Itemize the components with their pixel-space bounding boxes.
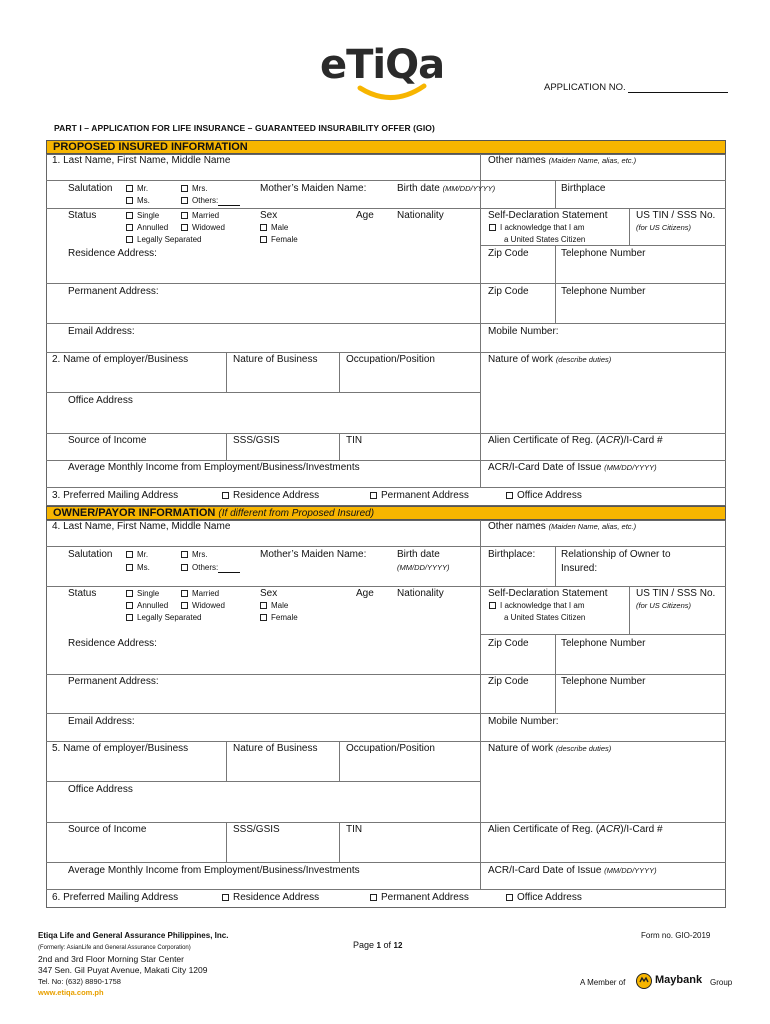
mail-residence-checkbox[interactable] (222, 492, 229, 499)
owner-legally-separated-checkbox[interactable] (126, 614, 133, 621)
company-name: Etiqa Life and General Assurance Philippines, Inc. (38, 931, 229, 940)
owner-telephone-label: Telephone Number (561, 638, 646, 649)
us-tin-hint: (for US Citizens) (636, 223, 692, 232)
owner-female-option[interactable]: Female (260, 613, 298, 623)
owner-sex-label: Sex (260, 588, 278, 599)
mail-office-checkbox[interactable] (506, 492, 513, 499)
tin-label: TIN (346, 435, 363, 446)
us-citizen-ack-line2: a United States Citizen (504, 235, 586, 244)
residence-address-label: Residence Address: (68, 248, 157, 259)
nature-work-label: Nature of work (describe duties) (488, 354, 612, 365)
salutation-label: Salutation (68, 183, 113, 194)
owner-widowed-option[interactable]: Widowed (181, 601, 225, 611)
owner-alien-cert-label: Alien Certificate of Reg. (ACR)/I-Card # (488, 824, 663, 835)
owner-single-checkbox[interactable] (126, 590, 133, 597)
zip-code-label-2: Zip Code (488, 286, 529, 297)
owner-mothers-maiden-label: Mother’s Maiden Name: (260, 549, 367, 560)
single-checkbox[interactable] (126, 212, 133, 219)
ms-option[interactable]: Ms. (126, 196, 150, 206)
owner-sss-label: SSS/GSIS (233, 824, 280, 835)
owner-others-option[interactable]: Others: (181, 563, 240, 573)
owner-mr-option[interactable]: Mr. (126, 550, 148, 560)
owner-section-header: OWNER/PAYOR INFORMATION (If different from Proposed Insured) (46, 506, 726, 520)
other-names-label: Other names (Maiden Name, alias, etc.) (488, 155, 637, 166)
owner-source-income-label: Source of Income (68, 824, 147, 835)
owner-birthplace-label: Birthplace: (488, 549, 536, 560)
permanent-address-label: Permanent Address: (68, 286, 159, 297)
insured-frame (46, 154, 726, 506)
ms-checkbox[interactable] (126, 197, 133, 204)
maybank-tiger-icon (636, 973, 652, 989)
nature-business-label: Nature of Business (233, 354, 318, 365)
owner-mail-permanent-option[interactable]: Permanent Address (370, 892, 469, 904)
birthplace-label: Birthplace (561, 183, 606, 194)
female-option[interactable]: Female (260, 235, 298, 245)
acr-date-label: ACR/I-Card Date of Issue (MM/DD/YYYY) (488, 462, 657, 473)
owner-telephone-label-2: Telephone Number (561, 676, 646, 687)
mail-permanent-checkbox[interactable] (370, 492, 377, 499)
owner-status-label: Status (68, 588, 97, 599)
application-no: APPLICATION NO. (544, 82, 728, 93)
owner-female-checkbox[interactable] (260, 614, 267, 621)
source-income-label: Source of Income (68, 435, 147, 446)
us-citizen-ack[interactable]: I acknowledge that I am (489, 223, 585, 233)
relationship-label-2: Insured: (561, 563, 598, 574)
owner-tin-label: TIN (346, 824, 363, 835)
legally-separated-option[interactable]: Legally Separated (126, 235, 202, 245)
zip-code-label: Zip Code (488, 248, 529, 259)
owner-mail-office-option[interactable]: Office Address (506, 892, 582, 904)
maybank-logo: Maybank (636, 972, 708, 990)
owner-mail-residence-option[interactable]: Residence Address (222, 892, 319, 904)
nationality-label: Nationality (397, 210, 444, 221)
self-declaration-label: Self-Declaration Statement (488, 210, 608, 221)
email-label: Email Address: (68, 326, 135, 337)
owner-permanent-label: Permanent Address: (68, 676, 159, 687)
q3-mailing-label: 3. Preferred Mailing Address (52, 490, 179, 501)
telephone-number: Tel. No: (632) 8890-1758 (38, 977, 121, 986)
owner-mr-checkbox[interactable] (126, 551, 133, 558)
owner-married-option[interactable]: Married (181, 589, 219, 599)
married-checkbox[interactable] (181, 212, 188, 219)
legally-separated-checkbox[interactable] (126, 236, 133, 243)
female-checkbox[interactable] (260, 236, 267, 243)
owner-others-checkbox[interactable] (181, 564, 188, 571)
male-checkbox[interactable] (260, 224, 267, 231)
owner-zip-label: Zip Code (488, 638, 529, 649)
owner-frame (46, 520, 726, 908)
owner-annulled-option[interactable]: Annulled (126, 601, 168, 611)
owner-us-tin-hint: (for US Citizens) (636, 601, 692, 610)
owner-salutation-label: Salutation (68, 549, 113, 560)
q4-name-label: 4. Last Name, First Name, Middle Name (52, 521, 231, 532)
telephone-label: Telephone Number (561, 248, 646, 259)
company-formerly: (Formerly: AsianLife and General Assurance Corporation) (38, 945, 191, 951)
mr-checkbox[interactable] (126, 185, 133, 192)
mothers-maiden-label: Mother’s Maiden Name: (260, 183, 367, 194)
owner-birth-date-label: Birth date (397, 549, 440, 560)
owner-single-option[interactable]: Single (126, 589, 159, 599)
sex-label: Sex (260, 210, 278, 221)
owner-annulled-checkbox[interactable] (126, 602, 133, 609)
insured-section-header: PROPOSED INSURED INFORMATION (46, 140, 726, 154)
owner-other-names-label: Other names (Maiden Name, alias, etc.) (488, 521, 637, 532)
owner-married-checkbox[interactable] (181, 590, 188, 597)
owner-mrs-checkbox[interactable] (181, 551, 188, 558)
age-label: Age (356, 210, 374, 221)
q1-name-label: 1. Last Name, First Name, Middle Name (52, 155, 231, 166)
mrs-checkbox[interactable] (181, 185, 188, 192)
sss-gsis-label: SSS/GSIS (233, 435, 280, 446)
member-of-label: A Member of (580, 978, 626, 987)
owner-zip-label-2: Zip Code (488, 676, 529, 687)
owner-birth-date-hint: (MM/DD/YYYY) (397, 563, 450, 572)
owner-mail-office-checkbox[interactable] (506, 894, 513, 901)
status-label: Status (68, 210, 97, 221)
occupation-label: Occupation/Position (346, 354, 435, 365)
widowed-checkbox[interactable] (181, 224, 188, 231)
owner-self-declaration-label: Self-Declaration Statement (488, 588, 608, 599)
office-address-label: Office Address (68, 395, 133, 406)
owner-acr-date-label: ACR/I-Card Date of Issue (MM/DD/YYYY) (488, 865, 657, 876)
widowed-option[interactable]: Widowed (181, 223, 225, 233)
mobile-label: Mobile Number: (488, 326, 559, 337)
single-option[interactable]: Single (126, 211, 159, 221)
owner-avg-income-label: Average Monthly Income from Employment/Business/Investments (68, 865, 360, 876)
male-option[interactable]: Male (260, 223, 288, 233)
owner-widowed-checkbox[interactable] (181, 602, 188, 609)
owner-occupation-label: Occupation/Position (346, 743, 435, 754)
page-indicator: Page 1 of 12 (353, 940, 403, 950)
annulled-option[interactable]: Annulled (126, 223, 168, 233)
form-number: Form no. GIO-2019 (641, 931, 711, 940)
owner-us-citizen-ack[interactable]: I acknowledge that I am (489, 601, 585, 611)
owner-office-label: Office Address (68, 784, 133, 795)
owner-age-label: Age (356, 588, 374, 599)
mrs-option[interactable]: Mrs. (181, 184, 208, 194)
owner-ms-option[interactable]: Ms. (126, 563, 150, 573)
mr-option[interactable]: Mr. (126, 184, 148, 194)
q6-mailing-label: 6. Preferred Mailing Address (52, 892, 179, 903)
group-label: Group (710, 978, 733, 987)
svg-text:eTiQa: eTiQa (320, 42, 445, 88)
owner-nationality-label: Nationality (397, 588, 444, 599)
owner-nature-work-label: Nature of work (describe duties) (488, 743, 612, 754)
telephone-label-2: Telephone Number (561, 286, 646, 297)
owner-us-citizen-checkbox[interactable] (489, 602, 496, 609)
owner-ms-checkbox[interactable] (126, 564, 133, 571)
owner-nature-business-label: Nature of Business (233, 743, 318, 754)
owner-mail-residence-checkbox[interactable] (222, 894, 229, 901)
address-line-1: 2nd and 3rd Floor Morning Star Center (38, 954, 184, 964)
others-option[interactable]: Others: (181, 196, 240, 206)
us-tin-label: US TIN / SSS No. (636, 210, 716, 221)
us-citizen-checkbox[interactable] (489, 224, 496, 231)
q5-employer-label: 5. Name of employer/Business (52, 743, 189, 754)
alien-cert-label: Alien Certificate of Reg. (ACR)/I-Card # (488, 435, 663, 446)
mail-permanent-option[interactable]: Permanent Address (370, 490, 469, 502)
birth-date-label: Birth date (MM/DD/YYYY) (397, 183, 496, 194)
application-no-field[interactable] (628, 83, 728, 93)
mail-office-option[interactable]: Office Address (506, 490, 582, 502)
owner-us-tin-label: US TIN / SSS No. (636, 588, 716, 599)
address-line-2: 347 Sen. Gil Puyat Avenue, Makati City 1209 (38, 965, 208, 975)
owner-male-checkbox[interactable] (260, 602, 267, 609)
owner-legally-separated-option[interactable]: Legally Separated (126, 613, 202, 623)
mail-residence-option[interactable]: Residence Address (222, 490, 319, 502)
annulled-checkbox[interactable] (126, 224, 133, 231)
owner-residence-label: Residence Address: (68, 638, 157, 649)
owner-us-citizen-ack-line2: a United States Citizen (504, 613, 586, 622)
avg-income-label: Average Monthly Income from Employment/Business/Investments (68, 462, 360, 473)
owner-mail-permanent-checkbox[interactable] (370, 894, 377, 901)
website-link[interactable]: www.etiqa.com.ph (38, 988, 104, 997)
others-checkbox[interactable] (181, 197, 188, 204)
footer-company-block (38, 930, 228, 998)
q2-employer-label: 2. Name of employer/Business (52, 354, 189, 365)
owner-mobile-label: Mobile Number: (488, 716, 559, 727)
married-option[interactable]: Married (181, 211, 219, 221)
etiqa-logo (320, 40, 470, 105)
relationship-label: Relationship of Owner to (561, 549, 671, 560)
owner-email-label: Email Address: (68, 716, 135, 727)
part-title: PART I – APPLICATION FOR LIFE INSURANCE – GUARANTEED INSURABILITY OFFER (GIO) (54, 123, 435, 133)
owner-mrs-option[interactable]: Mrs. (181, 550, 208, 560)
owner-male-option[interactable]: Male (260, 601, 288, 611)
